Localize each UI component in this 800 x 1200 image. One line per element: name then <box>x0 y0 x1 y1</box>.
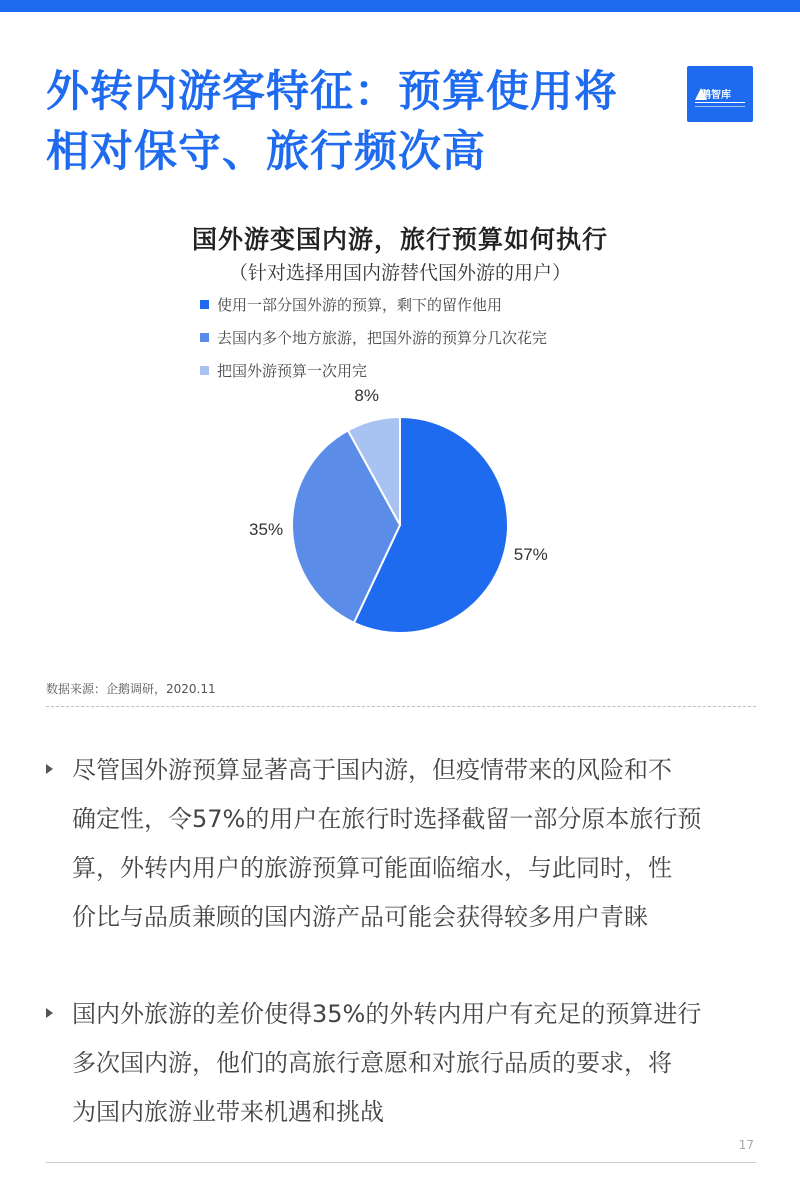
pie-data-label: 8% <box>354 386 379 406</box>
bullet-line: 价比与品质兼顾的国内游产品可能会获得较多用户青睐 <box>72 903 648 931</box>
legend-item <box>200 321 547 354</box>
pie-data-label: 35% <box>249 520 284 540</box>
chart-subtitle: （针对选择用国内游替代国外游的用户） <box>228 262 571 284</box>
footer-divider <box>46 1162 756 1163</box>
chart-legend <box>200 288 547 387</box>
page-number: 17 <box>738 1138 754 1152</box>
bullet-point <box>46 746 761 942</box>
bullet-line: 多次国内游，他们的高旅行意愿和对旅行品质的要求，将 <box>72 1049 672 1077</box>
bullet-line: 国内外旅游的差价使得35%的外转内用户有充足的预算进行 <box>72 1000 702 1028</box>
pie-chart <box>220 380 580 640</box>
bullet-line: 为国内旅游业带来机遇和挑战 <box>72 1098 384 1126</box>
logo-text: 鹅智库 <box>701 90 731 101</box>
legend-label: 使用一部分国外游的预算，剩下的留作他用 <box>217 296 503 314</box>
page-title <box>46 62 686 182</box>
bullet-text <box>72 990 761 1137</box>
page-title-line-1: 外转内游客特征：预算使用将 <box>46 67 618 117</box>
pie-chart-svg <box>220 380 580 640</box>
legend-label: 把国外游预算一次用完 <box>217 362 368 380</box>
divider <box>46 706 756 707</box>
top-accent-bar <box>0 0 800 12</box>
data-source: 数据来源：企鹅调研，2020.11 <box>46 682 216 696</box>
bullet-text <box>72 746 761 942</box>
bullet-line: 确定性，令57%的用户在旅行时选择截留一部分原本旅行预 <box>72 805 702 833</box>
brand-logo <box>687 66 753 122</box>
legend-swatch <box>200 333 209 342</box>
legend-item <box>200 288 547 321</box>
legend-swatch <box>200 300 209 309</box>
bullet-point <box>46 990 761 1137</box>
bullet-line: 算，外转内用户的旅游预算可能面临缩水，与此同时，性 <box>72 854 672 882</box>
bullet-arrow-icon <box>46 1008 53 1018</box>
pie-data-label: 57% <box>513 545 548 565</box>
page-title-line-2: 相对保守、旅行频次高 <box>46 127 486 177</box>
legend-swatch <box>200 366 209 375</box>
legend-label: 去国内多个地方旅游，把国外游的预算分几次花完 <box>217 329 548 347</box>
bullet-arrow-icon <box>46 764 53 774</box>
chart-title: 国外游变国内游，旅行预算如何执行 <box>191 225 608 254</box>
bullet-line: 尽管国外游预算显著高于国内游，但疫情带来的风险和不 <box>72 756 672 784</box>
